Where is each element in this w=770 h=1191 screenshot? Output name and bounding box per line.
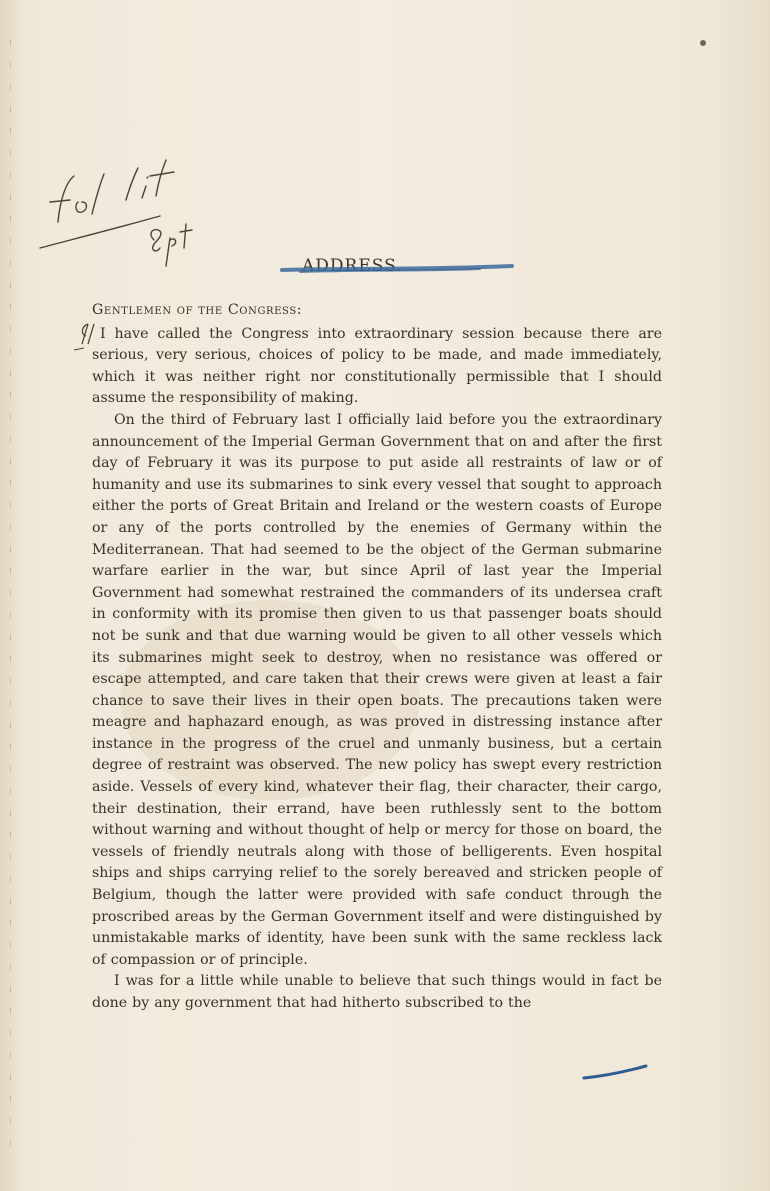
paper-stain (700, 40, 706, 46)
page-left-edge (0, 0, 22, 1191)
paragraph: On the third of February last I officially laid before you the extraordinary announcement of the Imperial German Government that on and after the first day of February it was its purpose to put aside all restraints of law or of humanity and use its submarines to sink every vessel that sought to approach either the ports of Great Britain and Ireland or the western coasts of Europe or any of the ports controlled by the enemies of Germany within the Mediterranean. That had seemed to be the object of the German submarine warfare earlier in the war, but since April of last year the Imperial Government had somewhat restrained the commanders of its undersea craft in conformity with its promise then given to us that passenger boats should not be sunk and that due warning would be given to all other vessels which its submarines might seek to destroy, when no resistance was offered or escape attempted, and care taken that their crews were given at least a fair chance to save their lives in their open boats. The precautions taken were meagre and haphazard enough, as was proved in distressing instance after instance in the progress of the cruel and unmanly business, but a certain degree of restraint was observed. The new policy has swept every restriction aside. Vessels of every kind, whatever their flag, their character, their cargo, their destination, their errand, have been ruthlessly sent to the bottom without warning and without thought of help or mercy for those on board, the vessels of friendly neutrals along with those of belligerents. Even hospital ships and ships carrying relief to the sorely bereaved and stricken people of Belgium, though the latter were provided with safe conduct through the proscribed areas by the German Government itself and were distinguished by unmistakable marks of identity, have been sunk with the same reckless lack of compassion or of principle. (92, 411, 662, 968)
paragraph: I was for a little while unable to believe that such things would in fact be done by any government that had hitherto subscribed to the (92, 973, 662, 1011)
salutation: Gentlemen of the Congress: (92, 302, 303, 318)
handwritten-annotation (30, 140, 270, 270)
address-body (92, 300, 662, 1015)
address-title: ADDRESS. (302, 256, 403, 276)
address-heading (280, 250, 520, 286)
blue-pencil-strike-icon (280, 258, 520, 278)
paragraph: I have called the Congress into extraordinary session because there are serious, very serious, choices of policy to be made, and made immediately, which it was neither right nor constitutionally permissible that I should assume the responsibility of making. (92, 325, 662, 407)
blue-pencil-mark-icon (580, 1062, 650, 1086)
binding-stitch-line (10, 40, 11, 1150)
